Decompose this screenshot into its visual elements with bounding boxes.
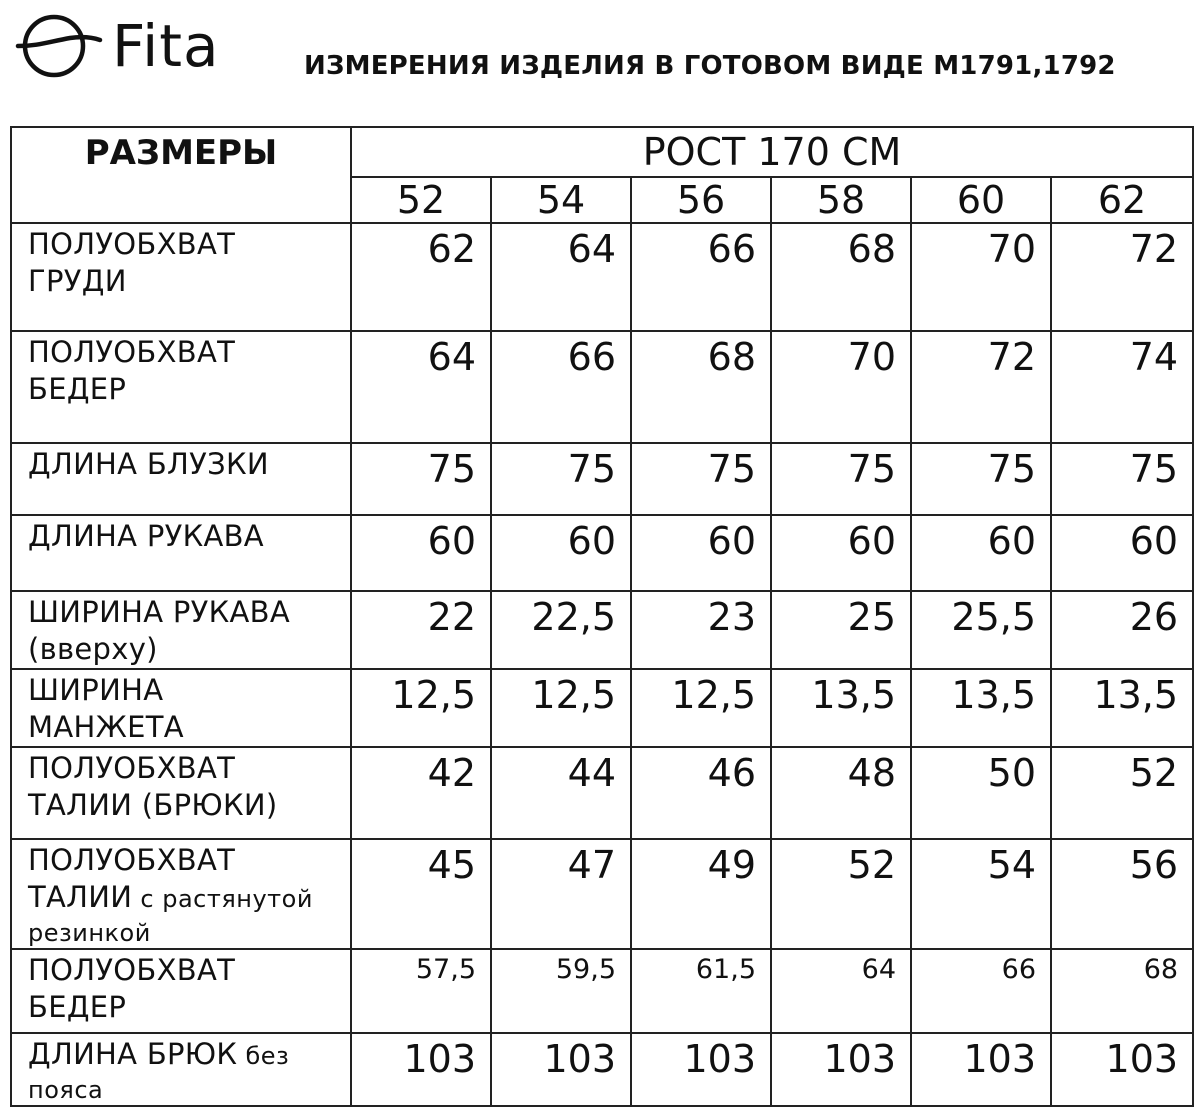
measurement-value: 64 (491, 223, 631, 331)
label-text: ШИРИНА (28, 673, 164, 707)
measurement-value: 26 (1051, 591, 1193, 669)
measurement-value: 60 (631, 515, 771, 591)
label-text: ГРУДИ (28, 264, 127, 298)
label-line (28, 263, 350, 300)
brand-logo (14, 12, 224, 80)
measurement-value: 23 (631, 591, 771, 669)
table-row (11, 591, 1193, 669)
label-note: пояса (28, 1076, 104, 1104)
header-row-growth (11, 127, 1193, 177)
label-text: (вверху) (28, 632, 158, 666)
document-title: ИЗМЕРЕНИЯ ИЗДЕЛИЯ В ГОТОВОМ ВИДЕ М1791,1792 (304, 51, 1116, 81)
label-line (28, 842, 350, 879)
measurement-label (11, 223, 351, 331)
table-row (11, 331, 1193, 443)
label-text: ПОЛУОБХВАТ (28, 227, 236, 261)
label-text: ШИРИНА РУКАВА (28, 595, 290, 629)
label-line (28, 709, 350, 746)
measurement-value: 57,5 (351, 949, 491, 1033)
size-header-cell: 54 (491, 177, 631, 223)
measurement-value: 103 (351, 1033, 491, 1106)
label-line (28, 989, 350, 1026)
measurement-value: 103 (1051, 1033, 1193, 1106)
table-row (11, 443, 1193, 515)
measurement-value: 13,5 (1051, 669, 1193, 747)
growth-header-cell: РОСТ 170 СМ (351, 127, 1193, 177)
measurement-value: 25 (771, 591, 911, 669)
size-header-cell: 60 (911, 177, 1051, 223)
measurement-value: 70 (771, 331, 911, 443)
label-line (28, 594, 350, 631)
measurement-value: 52 (1051, 747, 1193, 839)
measurement-label (11, 443, 351, 515)
measurement-value: 47 (491, 839, 631, 949)
label-text: ПОЛУОБХВАТ (28, 843, 236, 877)
table-row (11, 1033, 1193, 1106)
label-text: ПОЛУОБХВАТ (28, 953, 236, 987)
sizes-header-cell: РАЗМЕРЫ (11, 127, 351, 223)
size-header-cell: 56 (631, 177, 771, 223)
measurement-label (11, 747, 351, 839)
measurement-value: 74 (1051, 331, 1193, 443)
measurement-label (11, 839, 351, 949)
label-line (28, 226, 350, 263)
measurement-value: 103 (911, 1033, 1051, 1106)
label-text: ДЛИНА БЛУЗКИ (28, 447, 269, 481)
measurement-value: 56 (1051, 839, 1193, 949)
label-note: резинкой (28, 919, 151, 947)
label-text: ТАЛИИ (БРЮКИ) (28, 788, 278, 822)
measurement-value: 22 (351, 591, 491, 669)
measurement-value: 64 (351, 331, 491, 443)
measurement-value: 60 (491, 515, 631, 591)
label-text: БЕДЕР (28, 372, 127, 406)
table-row (11, 839, 1193, 949)
measurement-label (11, 949, 351, 1033)
measurement-value: 22,5 (491, 591, 631, 669)
measurement-value: 64 (771, 949, 911, 1033)
label-text: ПОЛУОБХВАТ (28, 335, 236, 369)
label-line (28, 518, 350, 555)
measurement-value: 66 (911, 949, 1051, 1033)
measurement-value: 60 (1051, 515, 1193, 591)
measurement-value: 66 (491, 331, 631, 443)
size-header-cell: 62 (1051, 177, 1193, 223)
measurement-value: 25,5 (911, 591, 1051, 669)
table-row (11, 515, 1193, 591)
measurement-value: 70 (911, 223, 1051, 331)
measurement-value: 75 (491, 443, 631, 515)
measurement-value: 75 (771, 443, 911, 515)
measurement-value: 68 (771, 223, 911, 331)
label-text: ТАЛИИ (28, 880, 133, 914)
measurement-value: 62 (351, 223, 491, 331)
measurement-value: 60 (351, 515, 491, 591)
label-line (28, 446, 350, 483)
measurement-value: 49 (631, 839, 771, 949)
measurement-value: 75 (351, 443, 491, 515)
brand-name: Fita (112, 12, 220, 80)
label-text: ПОЛУОБХВАТ (28, 751, 236, 785)
measurement-value: 103 (771, 1033, 911, 1106)
measurement-value: 12,5 (491, 669, 631, 747)
label-note: с растянутой (132, 885, 313, 913)
label-line (28, 952, 350, 989)
label-line (28, 631, 350, 668)
size-chart-table (10, 126, 1194, 1107)
measurement-value: 46 (631, 747, 771, 839)
measurement-label (11, 331, 351, 443)
measurement-value: 75 (911, 443, 1051, 515)
label-note: без (237, 1042, 290, 1070)
label-text: ДЛИНА БРЮК (28, 1037, 238, 1071)
measurement-value: 50 (911, 747, 1051, 839)
table-row (11, 949, 1193, 1033)
measurement-label (11, 591, 351, 669)
measurement-value: 75 (1051, 443, 1193, 515)
label-text: ДЛИНА РУКАВА (28, 519, 264, 553)
label-text: МАНЖЕТА (28, 710, 184, 744)
measurement-value: 75 (631, 443, 771, 515)
measurement-value: 72 (911, 331, 1051, 443)
measurement-value: 72 (1051, 223, 1193, 331)
size-header-cell: 52 (351, 177, 491, 223)
measurement-value: 59,5 (491, 949, 631, 1033)
measurement-value: 68 (631, 331, 771, 443)
measurement-value: 12,5 (351, 669, 491, 747)
measurement-value: 44 (491, 747, 631, 839)
measurement-value: 60 (911, 515, 1051, 591)
measurement-value: 45 (351, 839, 491, 949)
label-line (28, 879, 350, 918)
measurement-value: 48 (771, 747, 911, 839)
measurement-value: 60 (771, 515, 911, 591)
measurement-label (11, 515, 351, 591)
measurement-value: 12,5 (631, 669, 771, 747)
measurement-value: 103 (491, 1033, 631, 1106)
measurement-value: 103 (631, 1033, 771, 1106)
measurement-value: 42 (351, 747, 491, 839)
measurement-label (11, 669, 351, 747)
label-line (28, 334, 350, 371)
table-row (11, 669, 1193, 747)
label-line (28, 371, 350, 408)
fita-logo-icon (14, 12, 104, 80)
measurement-value: 13,5 (911, 669, 1051, 747)
measurement-value: 68 (1051, 949, 1193, 1033)
measurement-value: 54 (911, 839, 1051, 949)
measurement-value: 52 (771, 839, 911, 949)
measurement-value: 61,5 (631, 949, 771, 1033)
label-line (28, 672, 350, 709)
measurement-value: 13,5 (771, 669, 911, 747)
measurement-label (11, 1033, 351, 1106)
table-row (11, 223, 1193, 331)
label-text: БЕДЕР (28, 990, 127, 1024)
label-line (28, 1036, 350, 1075)
table-row (11, 747, 1193, 839)
label-line (28, 787, 350, 824)
label-line (28, 750, 350, 787)
measurement-value: 66 (631, 223, 771, 331)
size-header-cell: 58 (771, 177, 911, 223)
